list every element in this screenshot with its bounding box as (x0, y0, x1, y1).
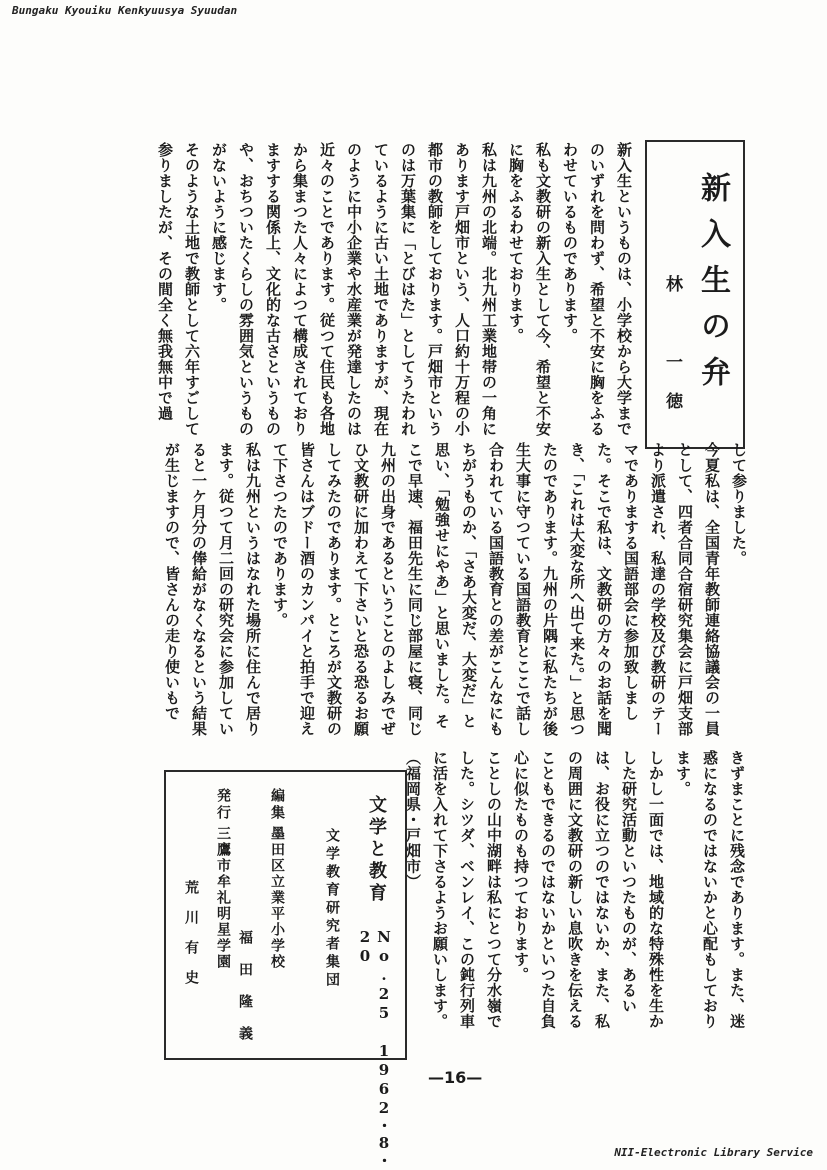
page-number: —16— (428, 1068, 483, 1087)
header-collection-name: Bungaku Kyouiku Kenkyuusya Syuudan (12, 4, 238, 17)
colophon-publication: 文学と教育 (366, 795, 387, 905)
footer-library-service: NII-Electronic Library Service (614, 1146, 813, 1159)
colophon-organization: 文学教育研究者集団 (324, 828, 340, 990)
colophon-publisher-name: 荒川有史 (183, 880, 199, 1000)
article-body-part-3: きずまことに残念であります。また、迷惑になるのではないかと心配もしております。 しかし一面では、地域的な特殊性を生かした研究活動といつたものが、あるいは、お役に立つのではないか、また、私の周囲に文教研の新しい息吹きを伝えることもできるのではないかといつた自負心に似たものも持つております。 ことしの山中湖畔は私にとつて分水嶺でした。シツダ、ベンレイ、この鈍行列車に活を入れて下さるようお願いします。 （福岡県・戸畑市） (404, 750, 746, 1029)
article-title: 新入生の弁 (695, 172, 730, 402)
colophon-editor-name: 福田隆義 (237, 930, 253, 1058)
article-body-part-1: 新入生というものは、小学校から大学までのいずれを問わず、希望と不安に胸をふるわせているものであります。 私も文教研の新入生として今、希望と不安に胸をふるわせております。 私は九州の北端。北九州工業地帯の一角にあります戸畑市という、人口約十万程の小都市の教師をしております。戸畑市というのは万葉集に「とびはた」としてうたわれているように古い土地でありますが、現在のように中小企業や水産業が発達したのは近々のことであります。従つて住民も各地から集まつた人々によつて構成されておりますする関係上、文化的な古さというものや、おちついたくらしの雰囲気というものがないように感じます。 そのような土地で教師として六年すごして参りましたが、その間全く無我無中で過 (156, 142, 633, 437)
colophon-publisher-label: 発行 (215, 788, 231, 822)
colophon-publisher-address: 三鷹市牟礼明星学園 (215, 826, 231, 970)
colophon-issue: No.25 1962・8・20 (356, 928, 393, 1169)
colophon-editor-label: 編集 (269, 788, 285, 822)
colophon-editor-address: 墨田区立業平小学校 (269, 826, 285, 970)
article-author: 林 一徳 (662, 275, 682, 431)
article-body-part-2: して参りました。 今夏私は、全国青年教師連絡協議会の一員として、四者合同合宿研究集会に戸畑支部より派遣され、私達の学校及び教研のテーマでありまする国語部会に参加致しました。そこで私は、文教研の方々のお話を聞き、「これは大変な所へ出て来た。」と思つたのであります。九州の片隅に私たちが後生大事に守つている国語教育とここで話し合われている国語教育との差がこんなにもちがうものか、「さあ大変だ、大変だ」と思い、「勉強せにやあ」と思いました。そこで早速、福田先生に同じ部屋に寝、同じ九州の出身であるということのよしみでぜひ文教研に加わえて下さいと恐る恐るお願してみたのであります。ところが文教研の皆さんはブドー酒のカンパイと拍手で迎えて下さつたのであります。 私は九州というはなれた場所に住んで居ります。従つて月二回の研究会に参加していると一ケ月分の俸給がなくなるという結果が生じますので、皆さんの走り使いもで (163, 442, 748, 737)
